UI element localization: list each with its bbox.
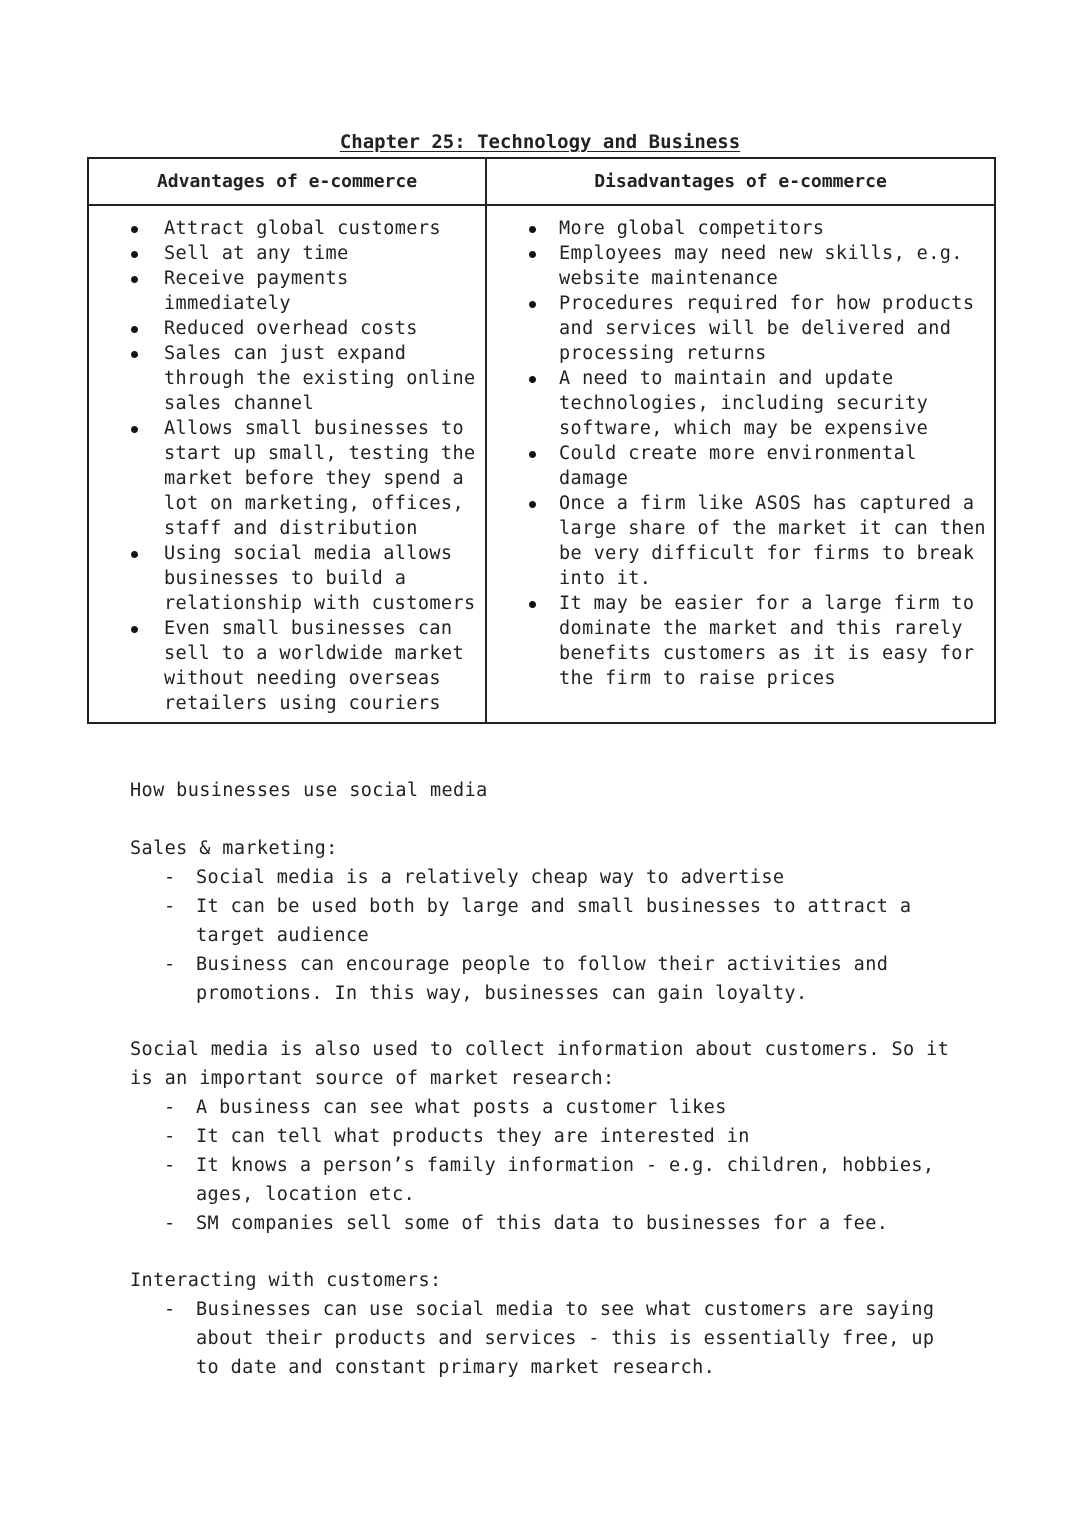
interacting-list — [130, 1295, 950, 1382]
list-item: Sell at any time — [89, 241, 485, 266]
disadvantages-cell — [486, 205, 995, 723]
list-item: - Social media is a relatively cheap way to advertise — [130, 863, 950, 892]
list-item: - SM companies sell some of this data to businesses for a fee. — [130, 1209, 960, 1238]
list-item: - It can be used both by large and small businesses to attract a target audience — [130, 892, 950, 950]
list-item: - A business can see what posts a customer likes — [130, 1093, 960, 1122]
list-item: Once a firm like ASOS has captured a large share of the market it can then be very difficult for firms to break into it. — [487, 491, 994, 591]
dash-icon: - — [164, 896, 176, 917]
section-label: Sales & marketing: — [130, 838, 338, 859]
list-item: Procedures required for how products and services will be delivered and processing returns — [487, 291, 994, 366]
bullet-icon — [529, 601, 536, 608]
list-item: Allows small businesses to start up small, testing the market before they spend a lot on marketing, offices, staff and distribution — [89, 416, 485, 541]
bullet-icon — [131, 251, 138, 258]
bullet-icon — [529, 451, 536, 458]
list-item: - Businesses can use social media to see what customers are saying about their products and services - this is essentially free, up to date and constant primary market research. — [130, 1295, 950, 1382]
dash-icon: - — [164, 1126, 176, 1147]
dash-icon: - — [164, 1155, 176, 1176]
section-label: Interacting with customers: — [130, 1270, 442, 1291]
page-title: Chapter 25: Technology and Business — [339, 131, 741, 153]
dash-icon: - — [164, 1213, 176, 1234]
disadvantages-header: Disadvantages of e-commerce — [486, 158, 995, 205]
advantages-header: Advantages of e-commerce — [88, 158, 486, 205]
list-item: Receive payments immediately — [89, 266, 485, 316]
ecommerce-table — [87, 157, 996, 724]
research-list — [130, 1093, 960, 1238]
list-item: Even small businesses can sell to a worldwide market without needing overseas retailers using couriers — [89, 616, 485, 716]
list-item: Using social media allows businesses to build a relationship with customers — [89, 541, 485, 616]
dash-icon: - — [164, 867, 176, 888]
list-item: - It knows a person’s family information - e.g. children, hobbies, ages, location etc. — [130, 1151, 960, 1209]
social-media-heading: How businesses use social media — [130, 780, 488, 801]
bullet-icon — [131, 326, 138, 333]
list-item: Employees may need new skills, e.g. website maintenance — [487, 241, 994, 291]
market-research-section — [130, 1035, 960, 1238]
list-item: Reduced overhead costs — [89, 316, 485, 341]
bullet-icon — [131, 426, 138, 433]
bullet-icon — [529, 251, 536, 258]
disadvantages-list — [487, 216, 994, 691]
bullet-icon — [529, 226, 536, 233]
bullet-icon — [529, 376, 536, 383]
list-item: Could create more environmental damage — [487, 441, 994, 491]
dash-icon: - — [164, 954, 176, 975]
bullet-icon — [529, 501, 536, 508]
advantages-cell — [88, 205, 486, 723]
list-item: Sales can just expand through the existing online sales channel — [89, 341, 485, 416]
list-item: More global competitors — [487, 216, 994, 241]
list-item: - Business can encourage people to follow their activities and promotions. In this way, businesses can gain loyalty. — [130, 950, 950, 1008]
list-item: It may be easier for a large firm to dominate the market and this rarely benefits customers as it is easy for the firm to raise prices — [487, 591, 994, 691]
dash-icon: - — [164, 1097, 176, 1118]
bullet-icon — [131, 226, 138, 233]
bullet-icon — [529, 301, 536, 308]
bullet-icon — [131, 626, 138, 633]
dash-icon: - — [164, 1299, 176, 1320]
sales-marketing-section — [130, 834, 950, 1008]
advantages-list — [89, 216, 485, 716]
bullet-icon — [131, 276, 138, 283]
section-intro: Social media is also used to collect information about customers. So it is an important source of market research: — [130, 1039, 950, 1089]
sales-list — [130, 863, 950, 1008]
list-item: Attract global customers — [89, 216, 485, 241]
bullet-icon — [131, 351, 138, 358]
interacting-section — [130, 1266, 950, 1382]
list-item: - It can tell what products they are interested in — [130, 1122, 960, 1151]
list-item: A need to maintain and update technologies, including security software, which may be expensive — [487, 366, 994, 441]
bullet-icon — [131, 551, 138, 558]
